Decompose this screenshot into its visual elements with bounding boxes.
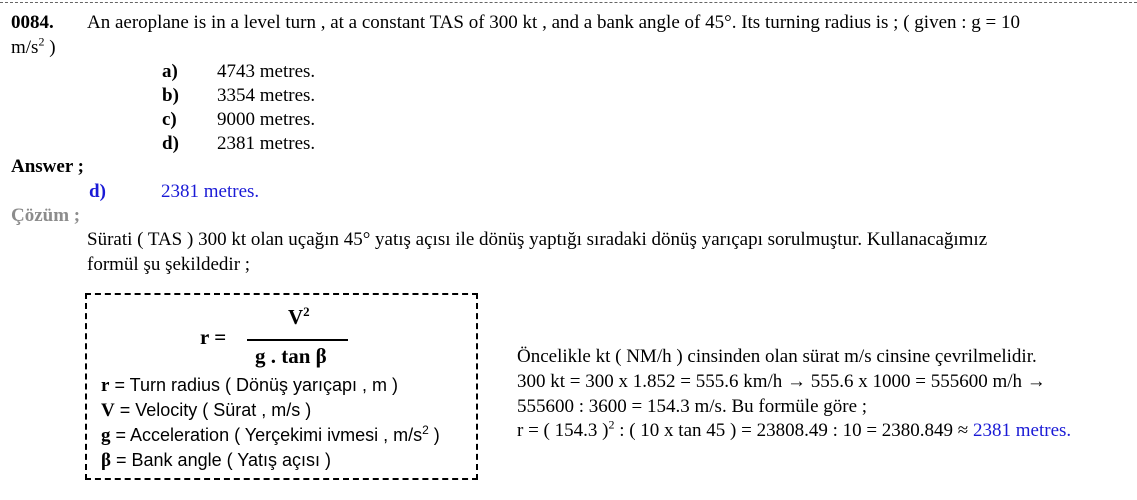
calc-line3: 555600 : 3600 = 154.3 m/s. Bu formüle göre ; [517, 396, 868, 417]
formula-lhs: r = [200, 325, 227, 349]
top-divider [0, 2, 1137, 3]
solution-heading: Çözüm ; [11, 205, 81, 226]
option-c-letter[interactable]: c) [162, 109, 177, 130]
question-number: 0084. [11, 12, 54, 33]
solution-paragraph-line1: Sürati ( TAS ) 300 kt olan uçağın 45° yatış açısı ile dönüş yaptığı sıradaki dönüş yarıçapı sorulmuştur. Kullanacağımız [87, 229, 988, 250]
option-c-text[interactable]: 9000 metres. [217, 109, 316, 130]
calc-line2: 300 kt = 300 x 1.852 = 555.6 km/h → 555.6 x 1000 = 555600 m/h → [517, 371, 1046, 392]
fraction-bar [247, 339, 348, 341]
option-a-letter[interactable]: a) [162, 61, 178, 82]
formula-numerator: $V^2$ [288, 304, 310, 329]
option-b-text[interactable]: 3354 metres. [217, 85, 316, 106]
legend-item-g: g = Acceleration ( Yerçekimi ivmesi , $m/s^2$ ) [101, 423, 440, 446]
legend-item-beta: β = Bank angle ( Yatış açısı ) [101, 450, 331, 471]
calc-line1: Öncelikle kt ( NM/h ) cinsinden olan sürat m/s cinsine çevrilmelidir. [517, 346, 1037, 367]
answer-text: 2381 metres. [161, 181, 260, 202]
option-a-text[interactable]: 4743 metres. [217, 61, 316, 82]
option-b-letter[interactable]: b) [162, 85, 179, 106]
calc-line4: r = ( 154.3 )$^2$ : ( 10 x tan 45 ) = 23808.49 : 10 = 2380.849 ≈ 2381 metres. [517, 417, 1072, 441]
formula-denominator: g . tan β [255, 344, 327, 368]
option-d-letter[interactable]: d) [162, 133, 179, 154]
solution-paragraph-line2: formül şu şekildedir ; [87, 254, 251, 275]
legend-item-v: V = Velocity ( Sürat , m/s ) [101, 400, 312, 421]
question-text: An aeroplane is in a level turn , at a constant TAS of 300 kt , and a bank angle of 45°. Its turning radius is ; ( given : g = 10 [87, 12, 1020, 33]
question-text-continued: $m/s^2$ ) [11, 34, 56, 58]
answer-letter: d) [89, 181, 106, 202]
legend-item-r: r = Turn radius ( Dönüş yarıçapı , m ) [101, 375, 399, 396]
option-d-text[interactable]: 2381 metres. [217, 133, 316, 154]
answer-heading: Answer ; [11, 156, 85, 177]
calc-result: 2381 metres. [973, 420, 1072, 441]
